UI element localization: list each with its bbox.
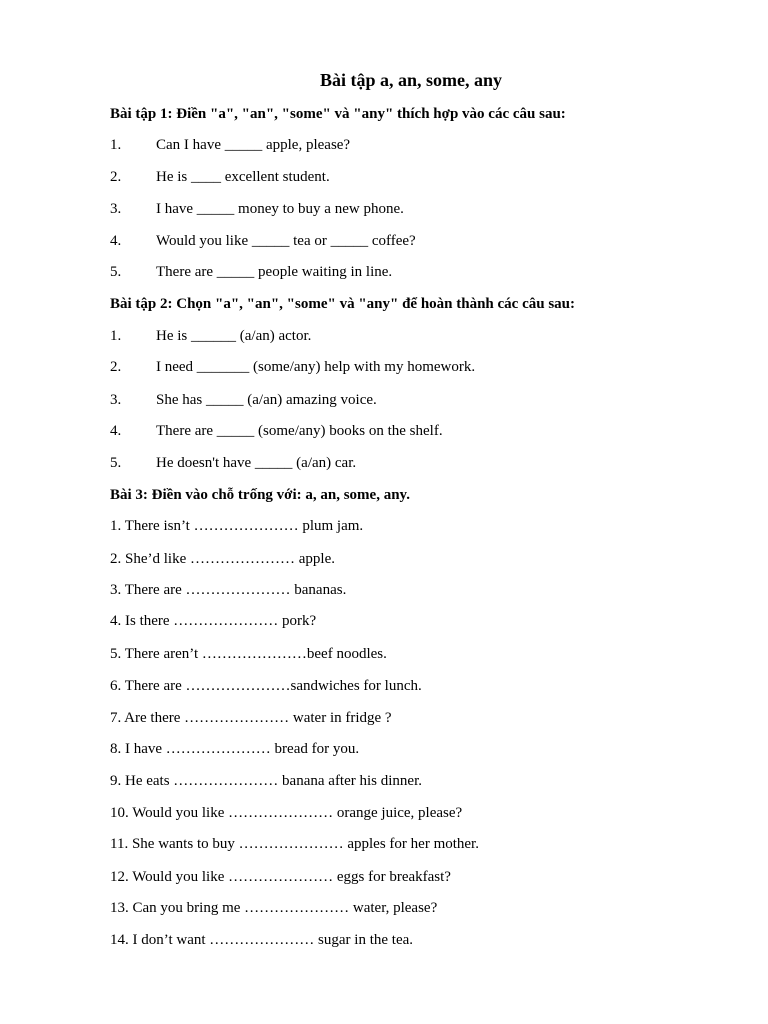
exercise-2-item — [110, 357, 475, 377]
exercise-3-item: 8. I have ………………… bread for you. — [110, 741, 360, 757]
item-text: There are _____ (some/any) books on the shelf. — [156, 423, 443, 439]
exercise-3-item: 7. Are there ………………… water in fridge ? — [110, 710, 392, 726]
item-text: He doesn't have _____ (a/an) car. — [156, 455, 357, 471]
item-number: 5. — [110, 455, 122, 471]
exercise-2-heading: Bài tập 2: Chọn "a", "an", "some" và "any" để hoàn thành các câu sau: — [110, 296, 576, 312]
page-title: Bài tập a, an, some, any — [319, 70, 503, 90]
exercise-1-item — [110, 262, 392, 282]
item-number: 4. — [110, 233, 122, 249]
exercise-2-item — [110, 326, 311, 346]
exercise-1-item — [110, 199, 404, 219]
item-text: He is ____ excellent student. — [156, 169, 330, 185]
item-number: 4. — [110, 423, 122, 439]
item-number: 2. — [110, 169, 122, 185]
exercise-3-item: 11. She wants to buy ………………… apples for her mother. — [110, 836, 479, 852]
exercise-1-item — [110, 135, 350, 155]
exercise-2-item — [110, 421, 443, 441]
item-number: 3. — [110, 392, 122, 408]
exercise-3-item: 10. Would you like ………………… orange juice, please? — [110, 805, 463, 821]
item-number: 1. — [110, 137, 122, 153]
item-number: 3. — [110, 201, 122, 217]
exercise-2-item — [110, 390, 377, 410]
item-number: 5. — [110, 264, 122, 280]
item-text: He is ______ (a/an) actor. — [156, 328, 312, 344]
item-text: She has _____ (a/an) amazing voice. — [156, 392, 377, 408]
exercise-3-heading: Bài 3: Điền vào chỗ trống với: a, an, some, any. — [110, 487, 410, 503]
exercise-3-item: 3. There are ………………… bananas. — [110, 582, 347, 598]
exercise-3-item: 1. There isn’t ………………… plum jam. — [110, 518, 364, 534]
exercise-3-item: 9. He eats ………………… banana after his dinner. — [110, 773, 423, 789]
exercise-1-item — [110, 231, 416, 251]
item-text: Can I have _____ apple, please? — [156, 137, 351, 153]
exercise-3-item: 5. There aren’t …………………beef noodles. — [110, 646, 387, 662]
exercise-3-item: 12. Would you like ………………… eggs for breakfast? — [110, 869, 451, 885]
exercise-3-item: 6. There are …………………sandwiches for lunch. — [110, 678, 422, 694]
item-text: I have _____ money to buy a new phone. — [156, 201, 404, 217]
item-text: There are _____ people waiting in line. — [156, 264, 393, 280]
item-number: 2. — [110, 359, 122, 375]
item-number: 1. — [110, 328, 122, 344]
item-text: Would you like _____ tea or _____ coffee? — [156, 233, 416, 249]
exercise-1-item — [110, 167, 330, 187]
exercise-3-item: 13. Can you bring me ………………… water, please? — [110, 900, 438, 916]
exercise-2-item — [110, 453, 356, 473]
exercise-3-item: 2. She’d like ………………… apple. — [110, 551, 335, 567]
item-text: I need _______ (some/any) help with my homework. — [156, 359, 476, 375]
exercise-1-heading: Bài tập 1: Điền "a", "an", "some" và "any" thích hợp vào các câu sau: — [110, 106, 566, 122]
exercise-3-item: 14. I don’t want ………………… sugar in the tea. — [110, 932, 414, 948]
exercise-3-item: 4. Is there ………………… pork? — [110, 613, 317, 629]
